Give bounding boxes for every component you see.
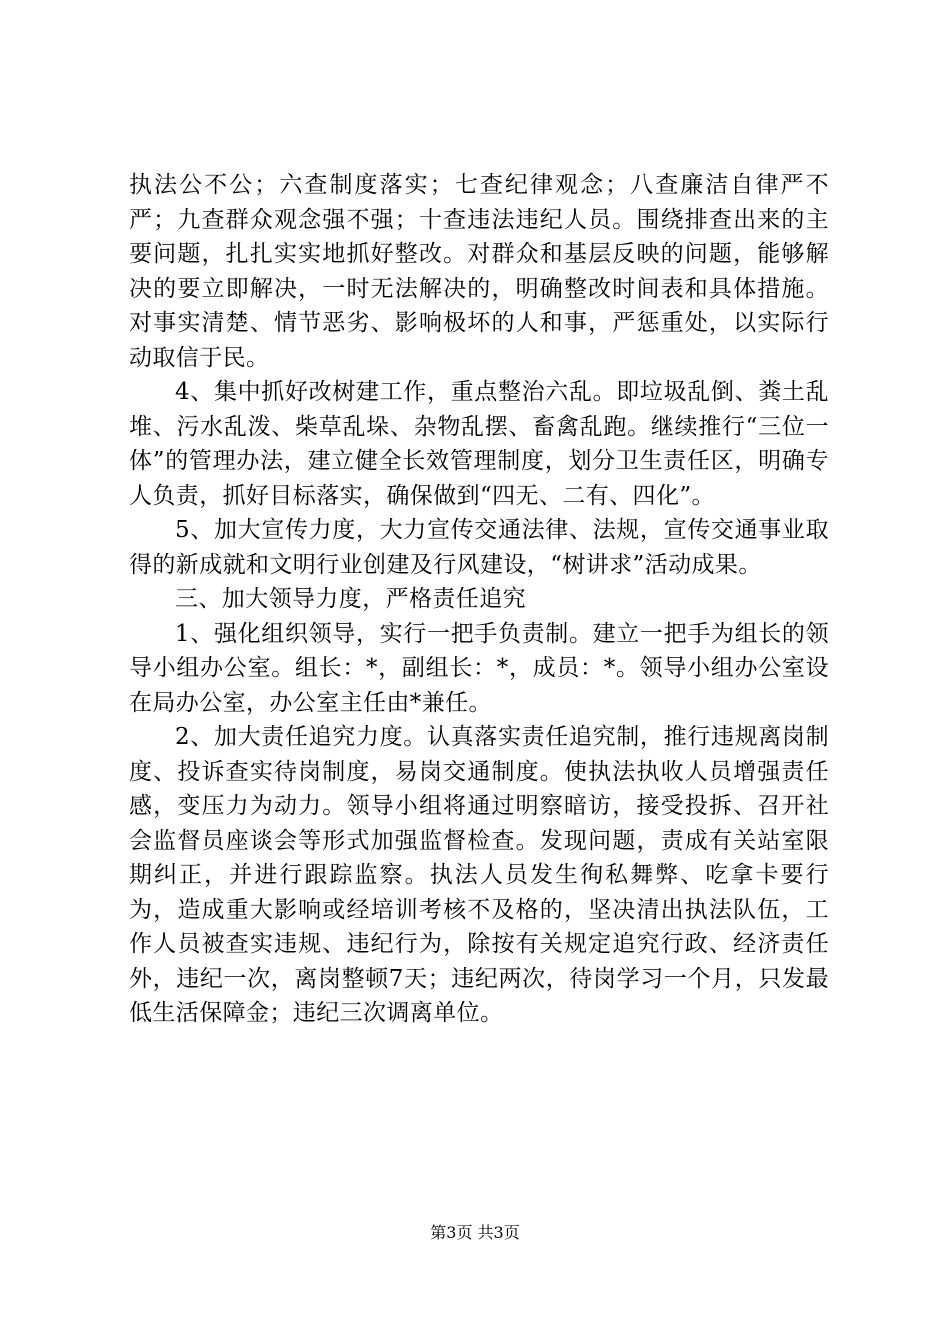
page-footer: 第3页 共3页 (430, 1223, 520, 1242)
paragraph-item-2: 2、加大责任追究力度。认真落实责任追究制，推行违规离岗制度、投诉查实待岗制度，易岗交通制度。使执法执收人员增强责任感，变压力为动力。领导小组将通过明察暗访，接受投拆、召开社会监督员座谈会等形式加强监督检查。发现问题，责成有关站室限期纠正，并进行跟踪监察。执法人员发生徇私舞弊、吃拿卡要行为，造成重大影响或经培训考核不及格的，坚决清出执法队伍，工作人员被查实违规、违纪行为，除按有关规定追究行政、经济责任外，违纪一次，离岗整顿7天；违纪两次，待岗学习一个月，只发最低生活保障金；违纪三次调离单位。 (129, 724, 829, 1026)
paragraph-item-4: 4、集中抓好改树建工作，重点整治六乱。即垃圾乱倒、粪土乱堆、污水乱泼、柴草乱垛、杂物乱摆、畜禽乱跑。继续推行“三位一体”的管理办法，建立健全长效管理制度，划分卫生责任区，明确专人负责，抓好目标落实，确保做到“四无、二有、四化”。 (129, 379, 829, 509)
document-body (129, 168, 829, 1031)
paragraph-item-5: 5、加大宣传力度，大力宣传交通法律、法规，宣传交通事业取得的新成就和文明行业创建及行风建设，“树讲求”活动成果。 (129, 517, 829, 578)
paragraph-continuation: 执法公不公；六查制度落实；七查纪律观念；八查廉洁自律严不严；九查群众观念强不强；十查违法违纪人员。围绕排查出来的主要问题，扎扎实实地抓好整改。对群众和基层反映的问题，能够解决的要立即解决，一时无法解决的，明确整改时间表和具体措施。对事实清楚、情节恶劣、影响极坏的人和事，严惩重处，以实际行动取信于民。 (129, 172, 829, 371)
paragraph-item-1: 1、强化组织领导，实行一把手负责制。建立一把手为组长的领导小组办公室。组长：*，副组长：*，成员：*。领导小组办公室设在局办公室，办公室主任由*兼任。 (129, 620, 829, 716)
section-heading-3: 三、加大领导力度，严格责任追究 (175, 586, 526, 612)
